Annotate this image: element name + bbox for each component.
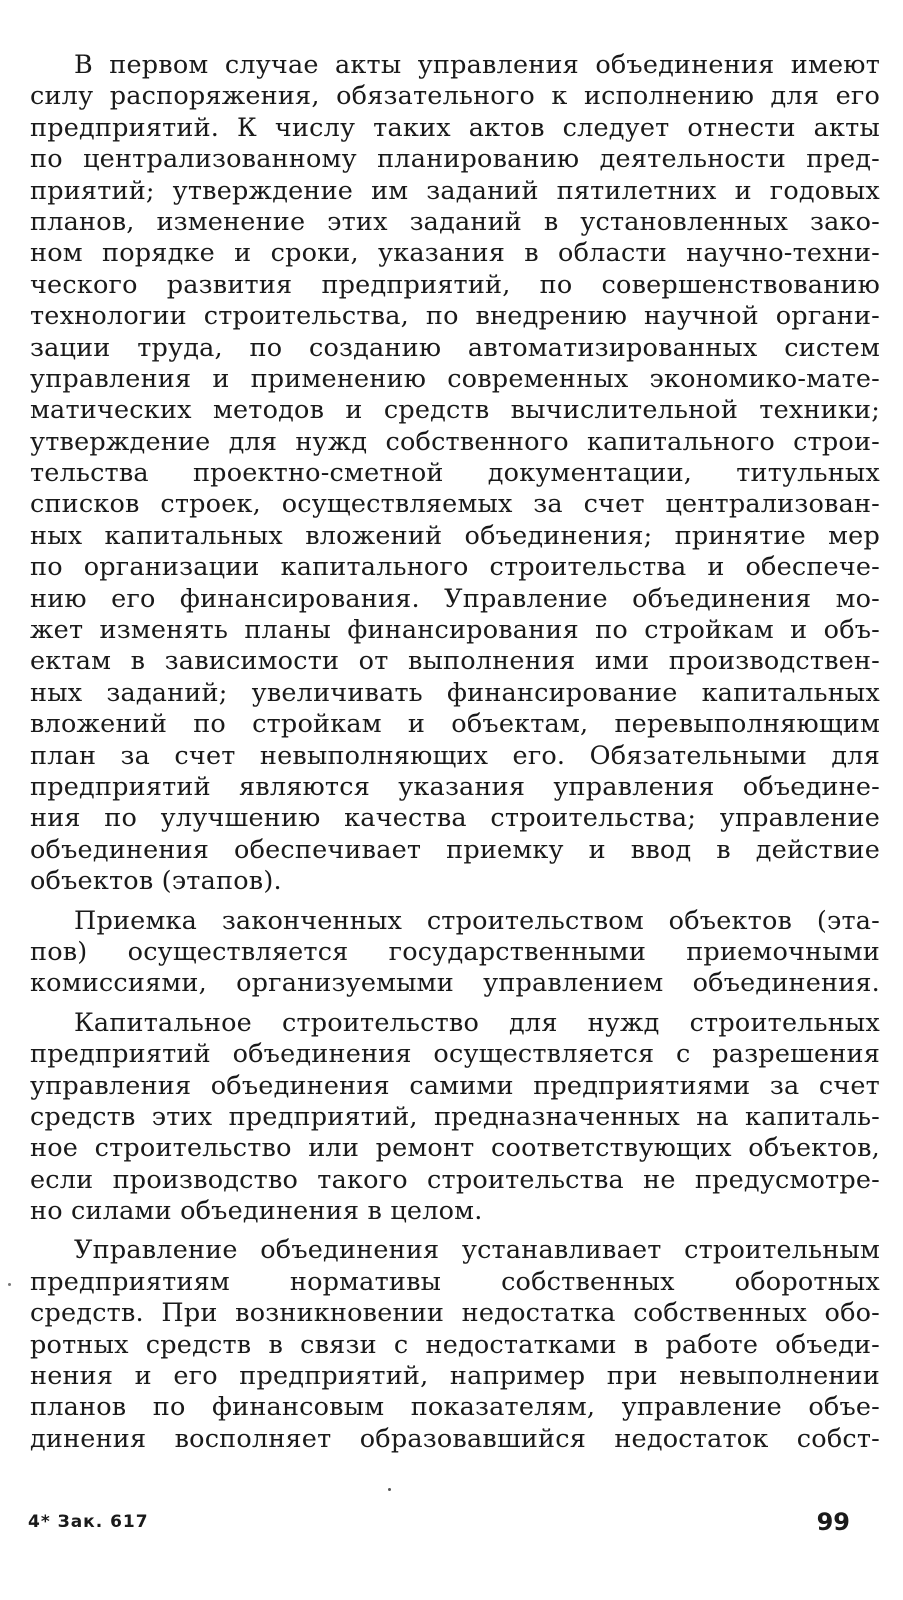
page-footer — [28, 1508, 850, 1538]
text-line: нию его финансирования. Управление объединения мо- — [30, 583, 880, 614]
text-line: динения восполняет образовавшийся недостаток собст- — [30, 1423, 880, 1454]
text-line: зации труда, по созданию автоматизированных систем — [30, 332, 880, 363]
paragraph-4 — [30, 1235, 880, 1455]
paragraph-3 — [30, 1008, 880, 1228]
page-body — [30, 50, 880, 1463]
text-line: приятий; утверждение им заданий пятилетних и годовых — [30, 175, 880, 206]
text-line: ния по улучшению качества строительства; управление — [30, 803, 880, 834]
text-line: ных капитальных вложений объединения; принятие мер — [30, 520, 880, 551]
text-line: планов, изменение этих заданий в установленных зако- — [30, 206, 880, 237]
text-line: В первом случае акты управления объединения имеют — [74, 50, 880, 80]
text-line: предприятиям нормативы собственных оборотных — [30, 1266, 880, 1297]
scan-speck — [388, 1488, 391, 1491]
text-line: вложений по стройкам и объектам, перевыполняющим — [30, 709, 880, 740]
page-number: 99 — [816, 1508, 850, 1536]
text-line: ных заданий; увеличивать финансирование капитальных — [30, 677, 880, 708]
text-line: но силами объединения в целом. — [30, 1196, 483, 1227]
text-line: комиссиями, организуемыми управлением объединения. — [30, 968, 880, 999]
text-line: ном порядке и сроки, указания в области научно-техни- — [30, 238, 880, 269]
text-line: управления и применению современных экономико-мате- — [30, 363, 880, 394]
paragraph-2 — [30, 906, 880, 1000]
text-line: пов) осуществляется государственными приемочными — [30, 936, 880, 967]
text-line: предприятий. К числу таких актов следует отнести акты — [30, 112, 880, 143]
text-line: если производство такого строительства не предусмотре- — [30, 1164, 880, 1195]
text-line: управления объединения самими предприятиями за счет — [30, 1070, 880, 1101]
text-line: тельства проектно-сметной документации, титульных — [30, 458, 880, 489]
text-line: по организации капитального строительства и обеспече- — [30, 552, 880, 583]
text-line: ротных средств в связи с недостатками в работе объеди- — [30, 1329, 880, 1360]
text-line: объединения обеспечивает приемку и ввод в действие — [30, 834, 880, 865]
text-line: Управление объединения устанавливает строительным — [74, 1235, 880, 1266]
text-line: жет изменять планы финансирования по стройкам и объ- — [30, 615, 880, 646]
text-line: по централизованному планированию деятельности пред- — [30, 144, 880, 175]
text-line: предприятий являются указания управления объедине- — [30, 771, 880, 802]
text-line: ное строительство или ремонт соответствующих объектов, — [30, 1133, 880, 1164]
text-line: утверждение для нужд собственного капитального строи- — [30, 426, 880, 457]
text-line: Приемка законченных строительством объектов (эта- — [74, 905, 880, 936]
text-line: объектов (этапов). — [30, 866, 282, 897]
text-line: технологии строительства, по внедрению научной органи- — [30, 301, 880, 332]
text-line: Капитальное строительство для нужд строительных — [74, 1007, 880, 1038]
text-line: средств. При возникновении недостатка собственных обо- — [30, 1298, 880, 1329]
text-line: предприятий объединения осуществляется с разрешения — [30, 1039, 880, 1070]
text-line: ческого развития предприятий, по совершенствованию — [30, 269, 880, 300]
text-line: план за счет невыполняющих его. Обязательными для — [30, 740, 880, 771]
text-line: силу распоряжения, обязательного к исполнению для его — [30, 81, 880, 112]
scan-speck — [8, 1283, 11, 1286]
text-line: ектам в зависимости от выполнения ими производствен- — [30, 646, 880, 677]
paragraph-1 — [30, 50, 880, 898]
printer-signature: 4* Зак. 617 — [28, 1512, 149, 1532]
text-line: матических методов и средств вычислительной техники; — [30, 395, 880, 426]
text-line: средств этих предприятий, предназначенных на капиталь- — [30, 1101, 880, 1132]
text-line: списков строек, осуществляемых за счет централизован- — [30, 489, 880, 520]
text-line: нения и его предприятий, например при невыполнении — [30, 1361, 880, 1392]
text-line: планов по финансовым показателям, управление объе- — [30, 1392, 880, 1423]
